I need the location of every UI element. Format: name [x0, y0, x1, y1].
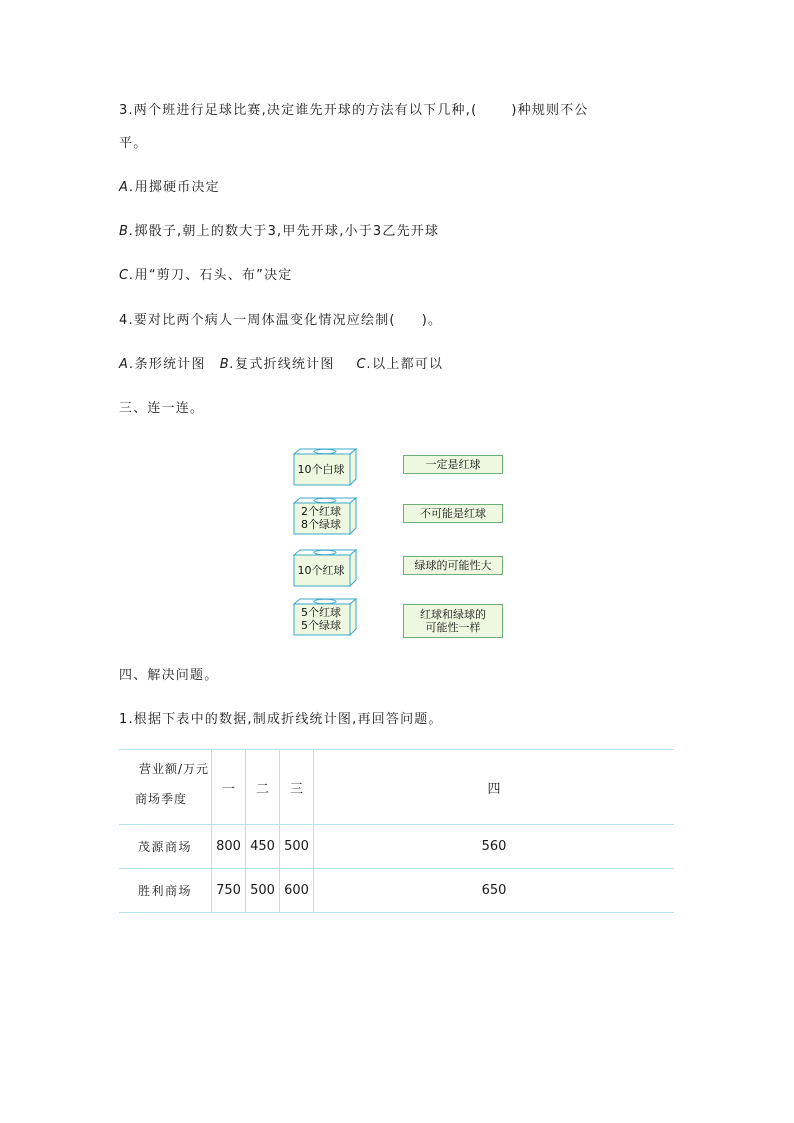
table-cell: 500	[280, 825, 314, 869]
header-mall-quarter: 商场季度	[135, 792, 188, 806]
match-label-3[interactable]: 绿球的可能性大	[403, 556, 503, 575]
ball-box-label: 10个白球	[297, 462, 345, 476]
table-cell: 650	[314, 869, 675, 913]
ball-box-label: 2个红球 8个绿球	[301, 505, 341, 531]
question-4-option-b-letter: B.	[219, 357, 236, 372]
question-4-option-b: 复式折线统计图	[235, 357, 335, 372]
section-4-question-1: 1.根据下表中的数据,制成折线统计图,再回答问题。	[119, 712, 443, 727]
table-cell: 750	[212, 869, 246, 913]
ball-box-2[interactable]	[292, 497, 358, 535]
table-corner-header	[119, 750, 212, 825]
section-4-title: 四、解决问题。	[119, 668, 219, 683]
table-row	[119, 869, 674, 913]
column-header: 三	[280, 750, 314, 825]
question-4-stem-part2: )。	[421, 313, 443, 328]
ball-box-4[interactable]	[292, 598, 358, 636]
question-4-stem-part1: 4.要对比两个病人一周体温变化情况应绘制(	[119, 313, 396, 328]
question-4-option-a-letter: A.	[119, 357, 135, 372]
row-name: 胜利商场	[119, 869, 212, 913]
question-4-option-c: 以上都可以	[372, 357, 444, 372]
ball-box-3[interactable]	[292, 549, 358, 587]
question-3-stem-part1: 3.两个班进行足球比赛,决定谁先开球的方法有以下几种,(	[119, 103, 478, 118]
match-label-4[interactable]: 红球和绿球的 可能性一样	[403, 604, 503, 638]
table-cell: 500	[246, 869, 280, 913]
table-header-row	[119, 750, 674, 825]
question-3-option-a: A.用掷硬币决定	[119, 180, 220, 195]
column-header: 二	[246, 750, 280, 825]
question-3-stem-continued: 平。	[119, 136, 148, 151]
sales-table	[119, 749, 674, 913]
table-cell: 560	[314, 825, 675, 869]
question-4-options	[119, 356, 443, 374]
ball-box-1[interactable]	[292, 448, 358, 486]
question-3-stem-part2: )种规则不公	[511, 103, 589, 118]
question-3-stem	[119, 102, 589, 120]
row-name: 茂源商场	[119, 825, 212, 869]
match-label-2[interactable]: 不可能是红球	[403, 504, 503, 523]
question-4-stem	[119, 312, 442, 330]
table-cell: 600	[280, 869, 314, 913]
column-header: 四	[314, 750, 675, 825]
section-3-title: 三、连一连。	[119, 401, 205, 416]
table-cell: 450	[246, 825, 280, 869]
column-header: 一	[212, 750, 246, 825]
question-4-option-a: 条形统计图	[134, 357, 206, 372]
ball-box-label: 5个红球 5个绿球	[301, 606, 341, 632]
header-revenue-unit: 营业额/万元	[138, 762, 209, 776]
table-row	[119, 825, 674, 869]
question-3-option-c: C.用“剪刀、石头、布”决定	[119, 268, 293, 283]
match-label-1[interactable]: 一定是红球	[403, 455, 503, 474]
question-4-option-c-letter: C.	[356, 357, 373, 372]
ball-box-label: 10个红球	[297, 563, 345, 577]
question-3-option-b: B.掷骰子,朝上的数大于3,甲先开球,小于3乙先开球	[119, 224, 440, 239]
table-cell: 800	[212, 825, 246, 869]
